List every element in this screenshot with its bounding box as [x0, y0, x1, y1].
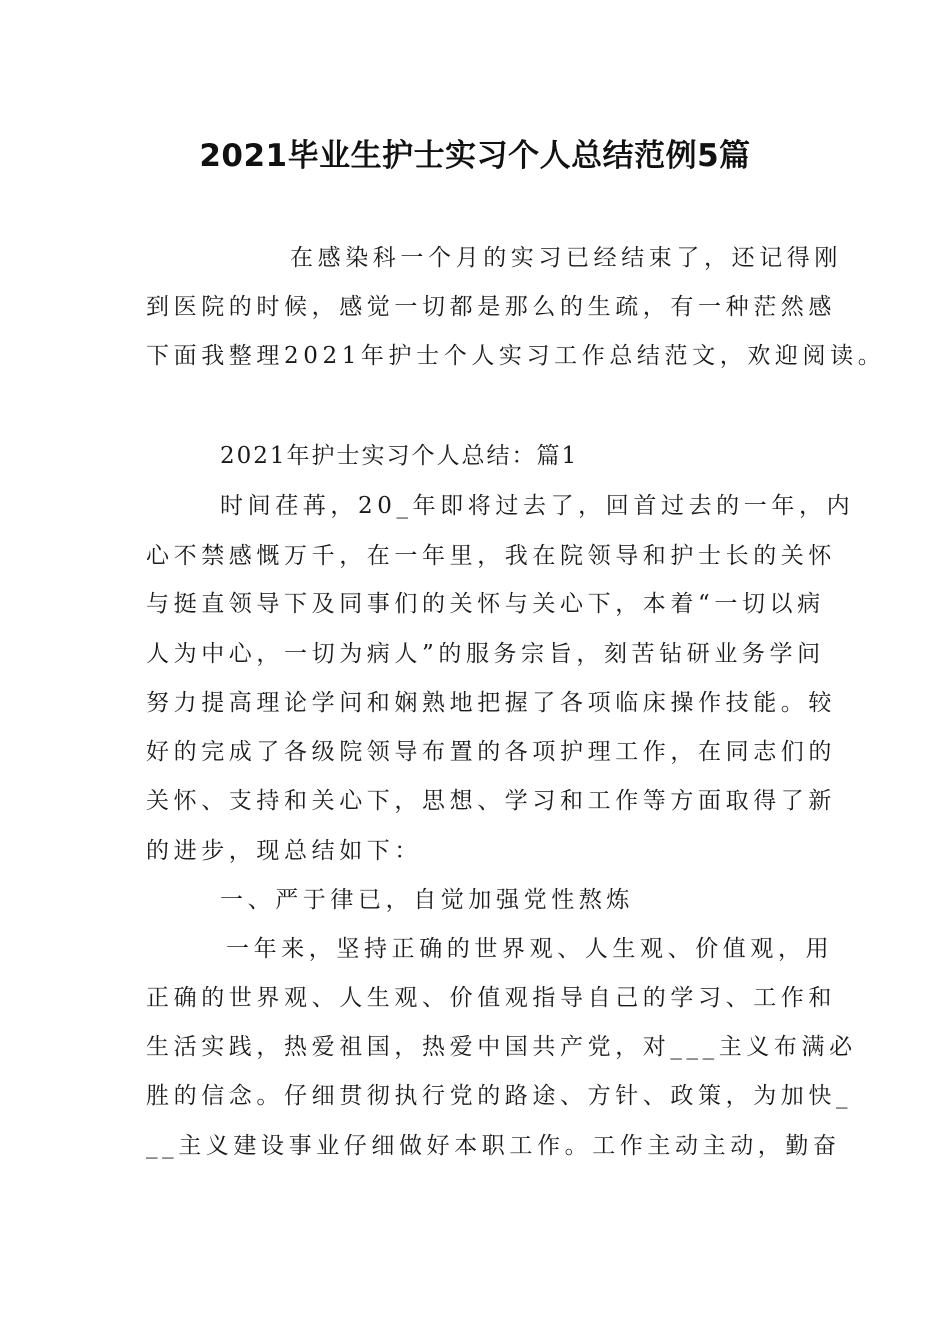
paragraph-line: 时间荏苒，20_年即将过去了，回首过去的一年，内 [220, 493, 855, 519]
paragraph-line: 人为中心，一切为病人”的服务宗旨，刻苦钻研业务学问 [146, 641, 825, 667]
document-title: 2021毕业生护士实习个人总结范例5篇 [199, 138, 751, 174]
paragraph-line: 努力提高理论学问和娴熟地把握了各项临床操作技能。较 [146, 690, 836, 716]
section-heading: 2021年护士实习个人总结：篇1 [220, 443, 579, 469]
paragraph-line: 的进步，现总结如下： [146, 838, 422, 864]
paragraph-line: 心不禁感慨万千，在一年里，我在院领导和护士长的关怀 [146, 543, 836, 569]
paragraph-line: 生活实践，热爱祖国，热爱中国共产党，对___主义布满必 [146, 1034, 857, 1060]
paragraph-line: 好的完成了各级院领导布置的各项护理工作，在同志们的 [146, 739, 836, 765]
paragraph-line: __主义建设事业仔细做好本职工作。工作主动主动，勤奋 [146, 1133, 841, 1159]
paragraph-line: 正确的世界观、人生观、价值观指导自己的学习、工作和 [146, 985, 836, 1011]
subheading: 一、严于律已，自觉加强党性熬炼 [220, 887, 634, 913]
intro-line: 到医院的时候，感觉一切都是那么的生疏，有一种茫然感 [146, 294, 836, 320]
intro-line: 下面我整理2021年护士个人实习工作总结范文，欢迎阅读。 [146, 343, 886, 369]
paragraph-line: 一年来，坚持正确的世界观、人生观、价值观，用 [226, 936, 834, 962]
paragraph-line: 关怀、支持和关心下，思想、学习和工作等方面取得了新 [146, 788, 836, 814]
intro-line: 在感染科一个月的实习已经结束了，还记得刚 [290, 245, 842, 271]
paragraph-line: 胜的信念。仔细贯彻执行党的路途、方针、政策，为加快_ [146, 1083, 853, 1109]
paragraph-line: 与挺直领导下及同事们的关怀与关心下，本着“一切以病 [146, 591, 825, 617]
